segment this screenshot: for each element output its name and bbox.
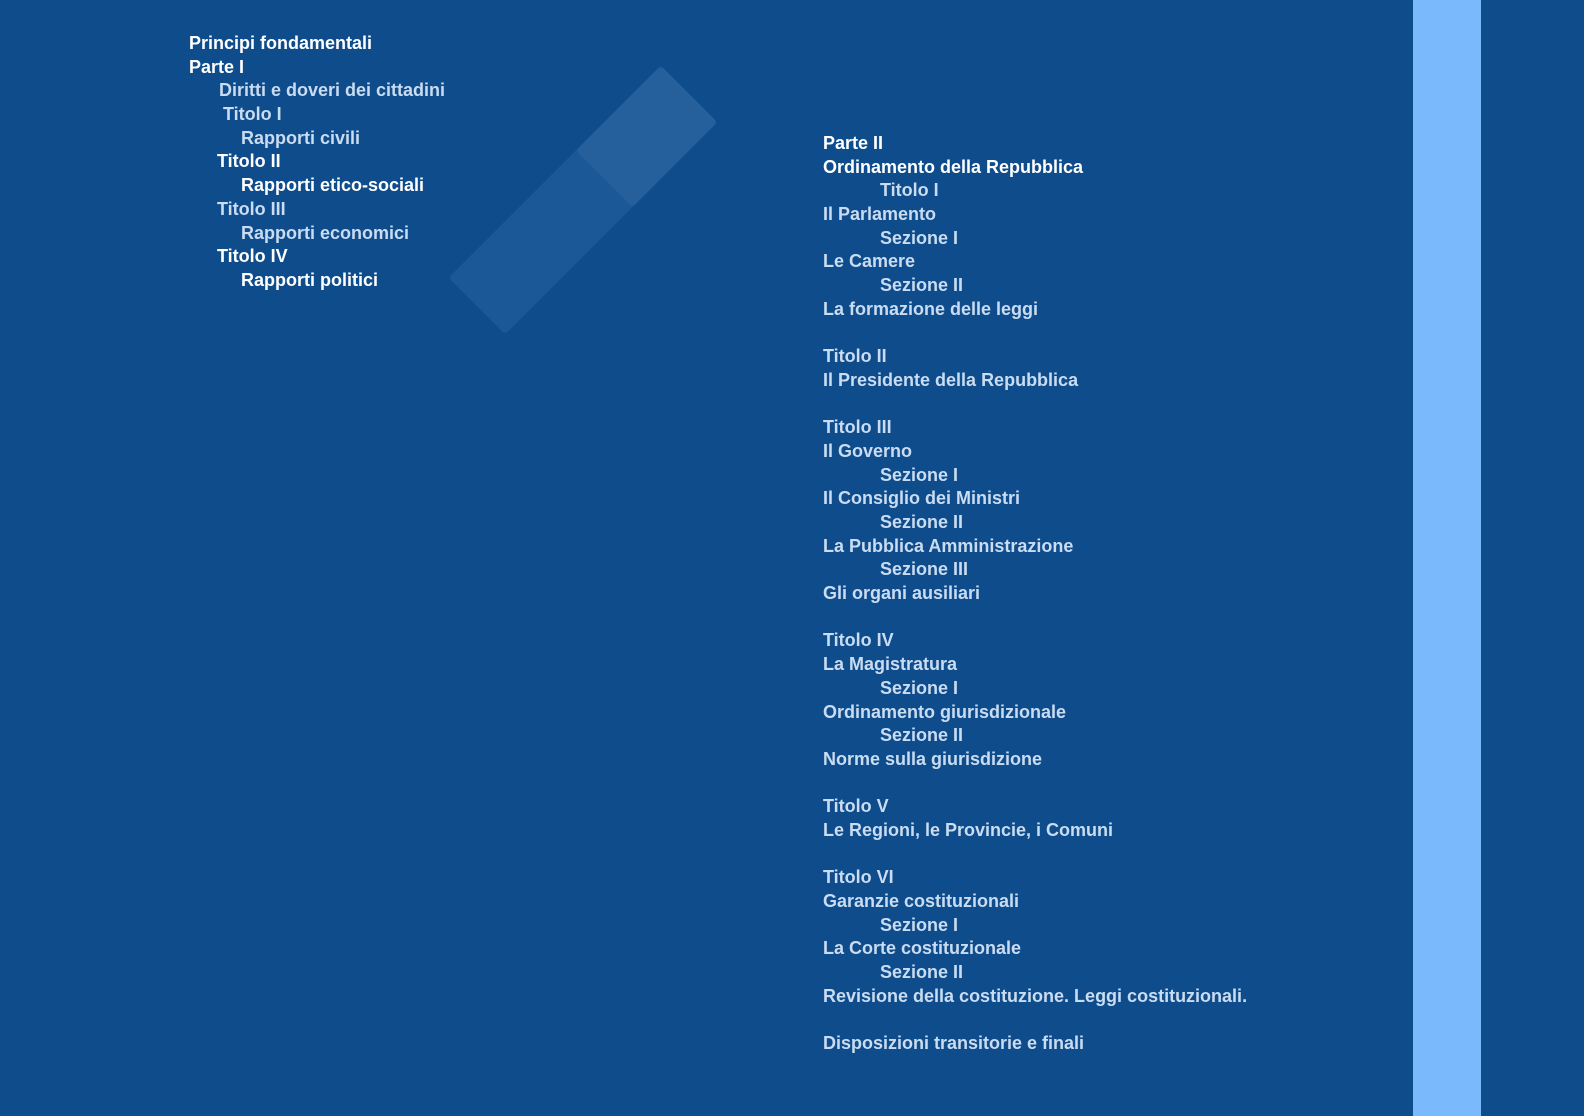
toc-entry[interactable]: Titolo V	[823, 796, 889, 817]
toc-entry[interactable]: Titolo VI	[823, 867, 894, 888]
toc-entry[interactable]: Le Camere	[823, 251, 916, 272]
toc-entry[interactable]: Norme sulla giurisdizione	[823, 748, 1043, 769]
toc-entry[interactable]: Parte II	[823, 133, 884, 153]
toc-entry[interactable]: Ordinamento giurisdizionale	[823, 701, 1067, 722]
spacer	[823, 772, 1247, 796]
spacer	[823, 393, 1247, 417]
toc-entry[interactable]: Titolo IV	[217, 246, 288, 267]
toc-right-column	[823, 132, 1247, 1056]
toc-entry[interactable]: Sezione I	[880, 464, 959, 485]
toc-entry[interactable]: Principi fondamentali	[189, 33, 373, 53]
toc-entry[interactable]: Ordinamento della Repubblica	[823, 156, 1084, 177]
toc-entry[interactable]: Sezione I	[880, 677, 959, 698]
toc-entry[interactable]: Titolo III	[823, 417, 892, 438]
toc-entry[interactable]: La Pubblica Amministrazione	[823, 535, 1074, 556]
side-stripe	[1413, 0, 1481, 1116]
toc-entry[interactable]: Rapporti economici	[241, 222, 410, 243]
spacer	[823, 1008, 1247, 1032]
toc-entry[interactable]: Il Presidente della Repubblica	[823, 369, 1079, 390]
toc-entry[interactable]: La Magistratura	[823, 654, 958, 675]
skuola-watermark-logo	[418, 40, 748, 360]
toc-entry[interactable]: Sezione I	[880, 227, 959, 248]
toc-entry[interactable]: Sezione III	[880, 559, 969, 580]
toc-entry[interactable]: Il Governo	[823, 440, 913, 461]
toc-entry[interactable]: Titolo II	[823, 346, 887, 367]
toc-entry[interactable]: Disposizioni transitorie e finali	[823, 1033, 1085, 1054]
toc-entry[interactable]: Rapporti etico-sociali	[241, 175, 425, 196]
toc-entry[interactable]: Il Consiglio dei Ministri	[823, 488, 1021, 509]
toc-entry[interactable]: Titolo I	[223, 104, 282, 125]
toc-entry[interactable]: La Corte costituzionale	[823, 938, 1022, 959]
toc-entry[interactable]: Sezione I	[880, 914, 959, 935]
toc-entry[interactable]: Sezione II	[880, 512, 964, 532]
toc-entry[interactable]: Garanzie costituzionali	[823, 891, 1020, 911]
toc-entry[interactable]: La formazione delle leggi	[823, 298, 1039, 319]
toc-entry[interactable]: Il Parlamento	[823, 204, 937, 225]
spacer	[823, 322, 1247, 346]
toc-entry[interactable]: Rapporti civili	[241, 127, 361, 148]
toc-entry[interactable]: Titolo IV	[823, 630, 894, 651]
toc-entry[interactable]: Le Regioni, le Provincie, i Comuni	[823, 819, 1114, 840]
toc-entry[interactable]: Parte I	[189, 56, 245, 77]
toc-entry[interactable]: Sezione II	[880, 725, 964, 746]
toc-entry[interactable]: Rapporti politici	[241, 269, 378, 290]
toc-entry[interactable]: Gli organi ausiliari	[823, 583, 981, 604]
toc-entry[interactable]: Sezione II	[880, 962, 964, 983]
toc-entry[interactable]: Revisione della costituzione. Leggi costituzionali.	[823, 985, 1248, 1006]
toc-entry[interactable]: Titolo III	[217, 198, 286, 219]
toc-left-column	[189, 32, 445, 293]
toc-entry[interactable]: Titolo I	[880, 180, 939, 201]
spacer	[823, 843, 1247, 867]
toc-entry[interactable]: Titolo II	[217, 151, 281, 172]
spacer	[823, 606, 1247, 630]
toc-entry[interactable]: Diritti e doveri dei cittadini	[219, 80, 446, 101]
toc-entry[interactable]: Sezione II	[880, 275, 964, 296]
